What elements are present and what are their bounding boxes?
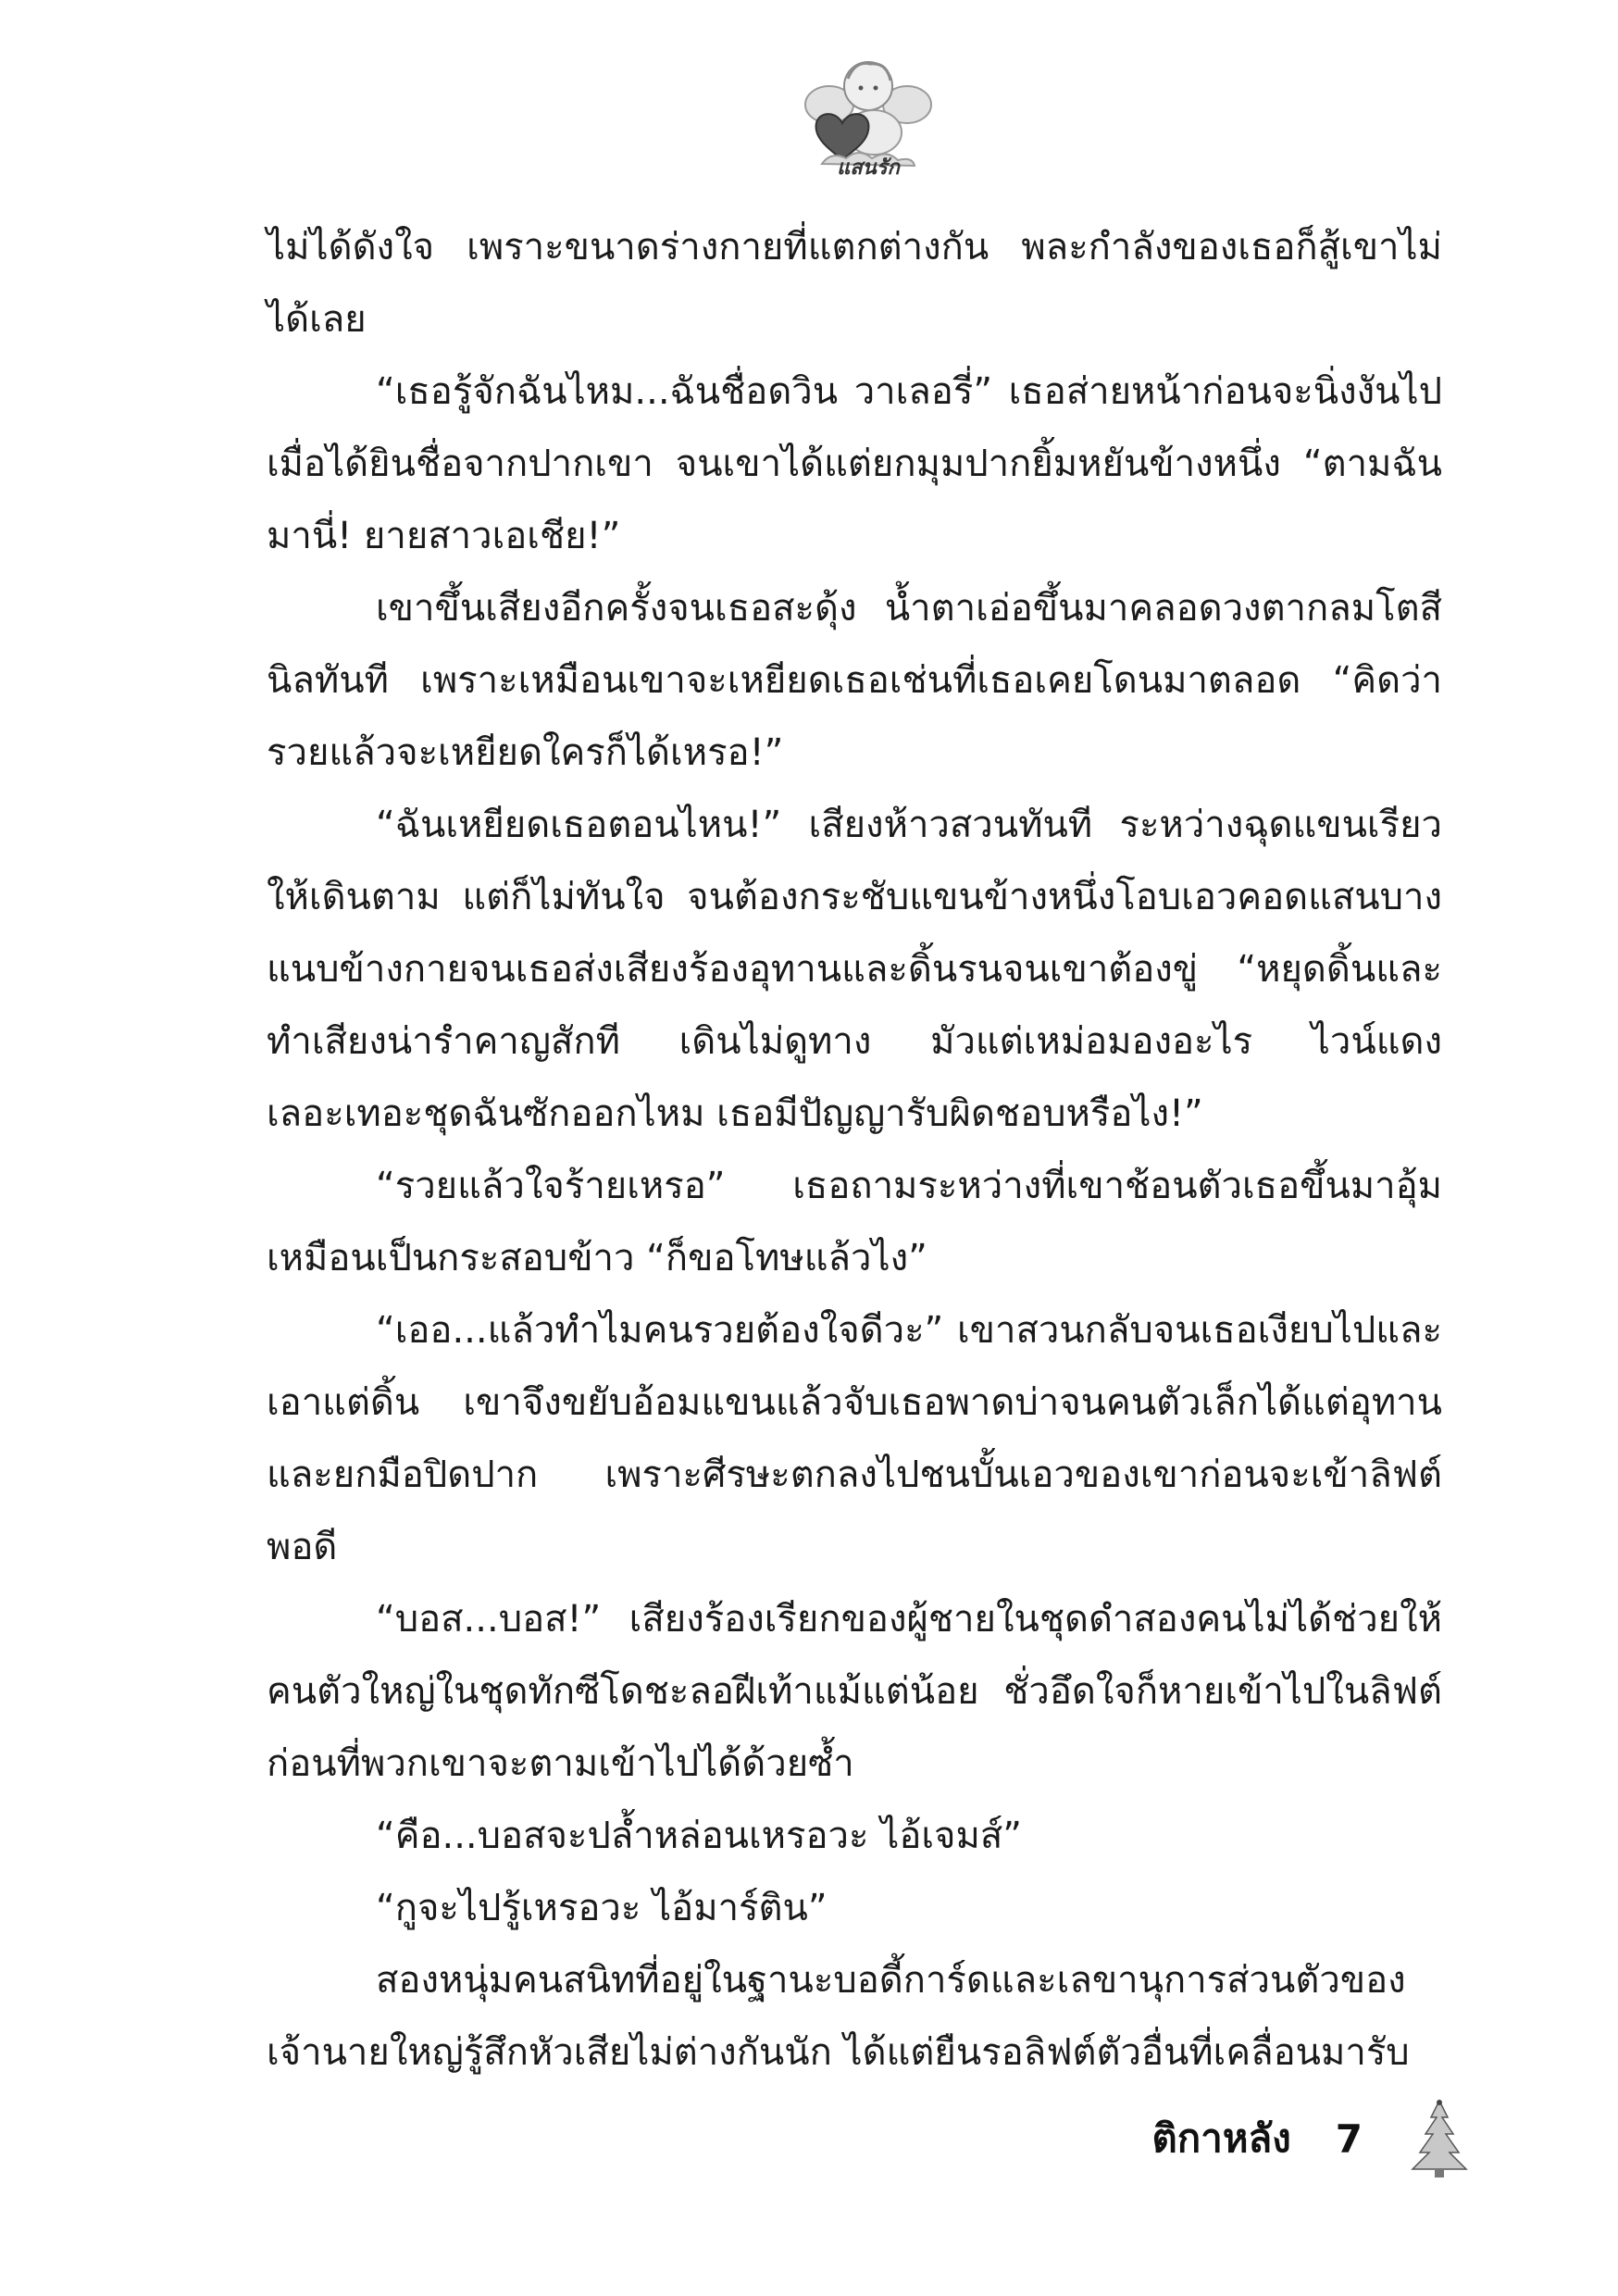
logo-text: แสนรัก xyxy=(837,156,900,180)
paragraph: เขาขึ้นเสียงอีกครั้งจนเธอสะดุ้ง น้ำตาเอ่อขึ้นมาคลอดวงตากลมโตสีนิลทันที เพราะเหมือนเขาจะเหยียดเธอเช่นที่เธอเคยโดนมาตลอด “คิดว่ารวยแล้วจะเหยียดใครก็ได้เหรอ!” xyxy=(267,587,1442,774)
body-text xyxy=(267,211,1442,2089)
paragraph: สองหนุ่มคนสนิทที่อยู่ในฐานะบอดี้การ์ดและเลขานุการส่วนตัวของเจ้านายใหญ่รู้สึกหัวเสียไม่ต่างกันนัก ได้แต่ยืนรอลิฟต์ตัวอื่นที่เคลื่อนมารับ xyxy=(267,1959,1410,2074)
page-number: 7 xyxy=(1335,2115,1363,2162)
paragraph: “ฉันเหยียดเธอตอนไหน!” เสียงห้าวสวนทันที ระหว่างฉุดแขนเรียวให้เดินตาม แต่ก็ไม่ทันใจ จนต้องกระชับแขนข้างหนึ่งโอบเอวคอดแสนบางแนบข้างกายจนเธอส่งเสียงร้องอุทานและดิ้นรนจนเขาต้องขู่ “หยุดดิ้นและทำเสียงน่ารำคาญสักที เดินไม่ดูทาง มัวแต่เหม่อมองอะไร ไวน์แดงเลอะเทอะชุดฉันซักออกไหม เธอมีปัญญารับผิดชอบหรือไง!” xyxy=(267,804,1442,1135)
page-footer xyxy=(1152,2097,1472,2180)
paragraph: “บอส...บอส!” เสียงร้องเรียกของผู้ชายในชุดดำสองคนไม่ได้ช่วยให้คนตัวใหญ่ในชุดทักซีโดชะลอฝีเท้าแม้แต่น้อย ชั่วอึดใจก็หายเข้าไปในลิฟต์ก่อนที่พวกเขาจะตามเข้าไปได้ด้วยซ้ำ xyxy=(267,1598,1442,1785)
paragraph: ไม่ได้ดังใจ เพราะขนาดร่างกายที่แตกต่างกัน พละกำลังของเธอก็สู้เขาไม่ได้เลย xyxy=(267,226,1442,341)
paragraph: “กูจะไปรู้เหรอวะ ไอ้มาร์ติน” xyxy=(376,1887,828,1929)
paragraph: “คือ...บอสจะปล้ำหล่อนเหรอวะ ไอ้เจมส์” xyxy=(376,1815,1022,1857)
running-title: ติกาหลัง xyxy=(1151,2115,1291,2161)
christmas-tree-icon xyxy=(1407,2097,1472,2180)
header-logo xyxy=(794,51,942,185)
paragraph: “เธอรู้จักฉันไหม...ฉันชื่อดวิน วาเลอรี่” เธอส่ายหน้าก่อนจะนิ่งงันไปเมื่อได้ยินชื่อจากปากเขา จนเขาได้แต่ยกมุมปากยิ้มหยันข้างหนึ่ง “ตามฉันมานี่! ยายสาวเอเชีย!” xyxy=(267,370,1442,557)
paragraph: “รวยแล้วใจร้ายเหรอ” เธอถามระหว่างที่เขาช้อนตัวเธอขึ้นมาอุ้มเหมือนเป็นกระสอบข้าว “ก็ขอโทษแล้วไง” xyxy=(267,1165,1442,1279)
paragraph: “เออ...แล้วทำไมคนรวยต้องใจดีวะ” เขาสวนกลับจนเธอเงียบไปและเอาแต่ดิ้น เขาจึงขยับอ้อมแขนแล้วจับเธอพาดบ่าจนคนตัวเล็กได้แต่อุทานและยกมือปิดปาก เพราะศีรษะตกลงไปชนบั้นเอวของเขาก่อนจะเข้าลิฟต์พอดี xyxy=(267,1309,1442,1568)
